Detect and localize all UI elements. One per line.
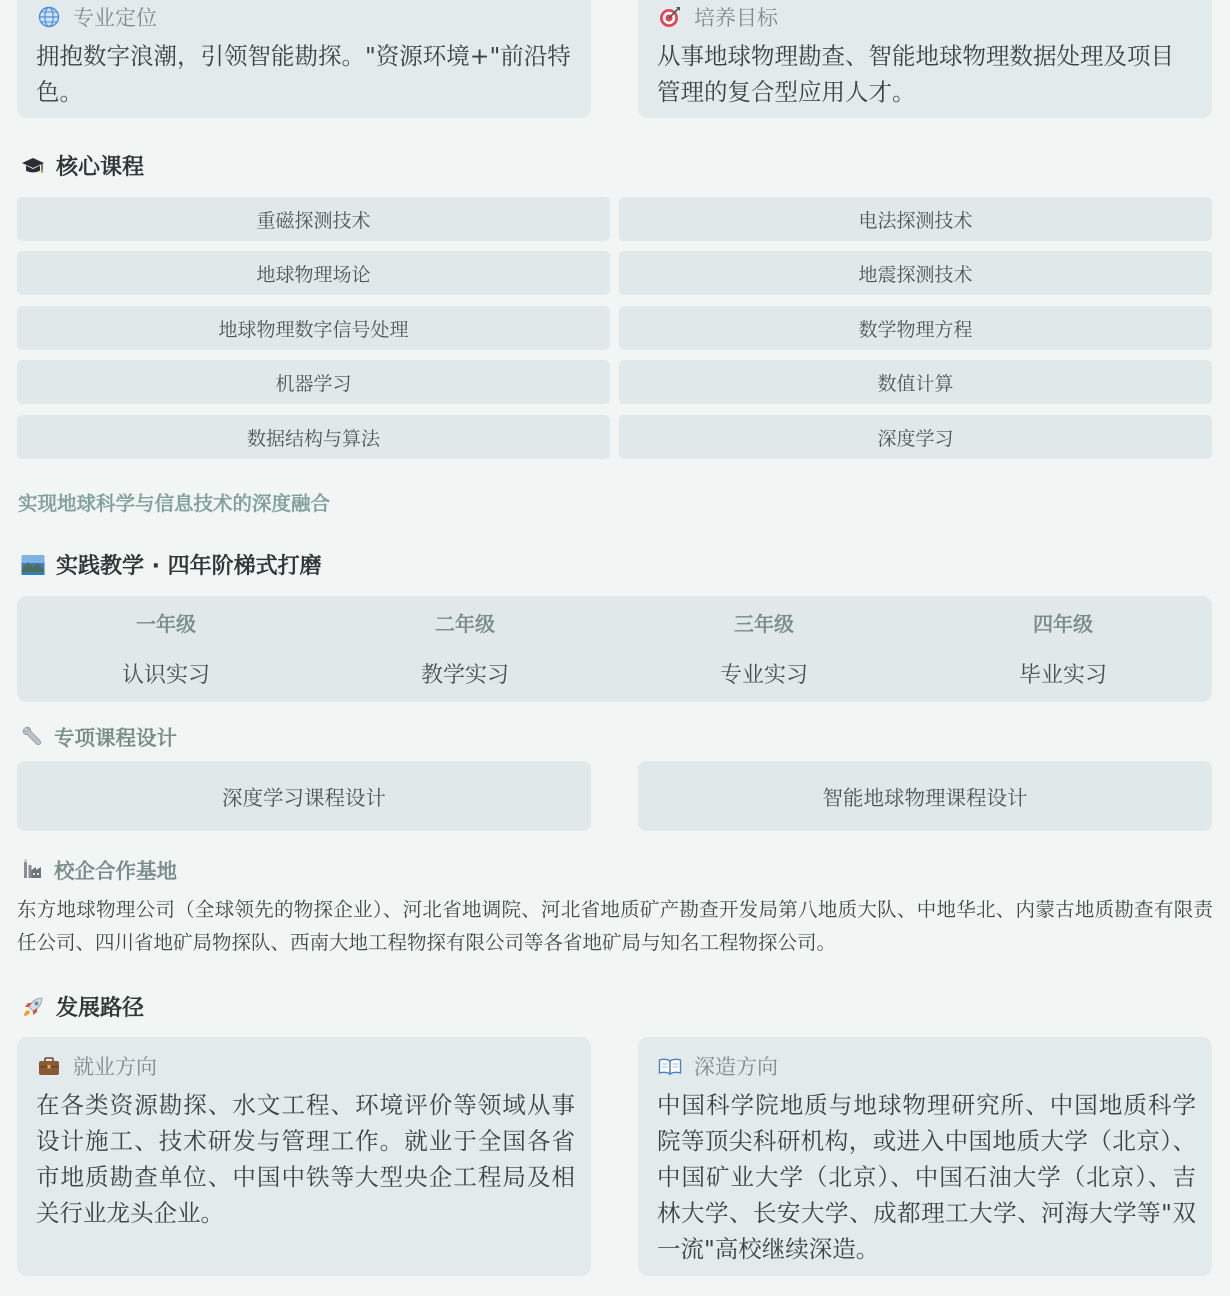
development-heading [20,991,144,1022]
course-item: 数学物理方程 [619,306,1212,350]
graduation-cap-icon [20,153,46,179]
cooperation-title: 校企合作基地 [54,859,177,883]
course-item: 地震探测技术 [619,251,1212,295]
development-title: 发展路径 [56,996,145,1021]
rocket-icon [20,994,46,1020]
core-courses-title: 核心课程 [56,155,145,180]
employment-title-label: 就业方向 [73,1055,157,1079]
course-item: 数值计算 [619,360,1212,404]
grade-item [615,596,913,702]
tagline: 实现地球科学与信息技术的深度融合 [18,492,331,515]
factory-icon [20,856,46,882]
grade-item [914,596,1212,702]
further-study-text: 中国科学院地质与地球物理研究所、中国地质科学院等顶尖科研机构，或进入中国地质大学（北京）、中国矿业大学（北京）、中国石油大学（北京）、吉林大学、长安大学、成都理工大学、河海大学等"双一流"高校继续深造。 [657,1091,1196,1263]
open-book-icon [658,1054,682,1078]
grade-label: 二年级 [435,612,495,636]
course-item: 地球物理场论 [17,251,610,295]
further-study-card [638,1037,1212,1276]
special-design-title: 专项课程设计 [54,726,177,750]
further-study-title [658,1051,778,1081]
course-item: 机器学习 [17,360,610,404]
grade-item [316,596,614,702]
grade-internship: 毕业实习 [1018,663,1107,688]
cooperation-partners-text: 东方地球物理公司（全球领先的物探企业）、河北省地调院、河北省地质矿产勘查开发局第八地质大队、中地华北、内蒙古地质勘查有限责任公司、四川省地矿局物探队、西南大地工程物探有限公司等各省地矿局与知名工程物探公司。 [17,898,1213,954]
cooperation-heading [20,854,177,884]
goal-title-label: 培养目标 [694,6,778,30]
goal-title [658,2,778,32]
intelligent-geophysics-design-item: 智能地球物理课程设计 [638,761,1212,831]
further-study-title-label: 深造方向 [694,1055,778,1079]
course-item: 地球物理数字信号处理 [17,306,610,350]
wrench-icon [20,723,46,749]
deep-learning-design-item: 深度学习课程设计 [17,761,591,831]
employment-title [37,1051,157,1081]
target-icon [658,5,682,29]
positioning-card [17,0,591,118]
goal-card [638,0,1212,118]
positioning-title [37,2,157,32]
goal-text: 从事地球物理勘查、智能地球物理数据处理及项目管理的复合型应用人才。 [657,42,1174,106]
landscape-icon [20,552,46,578]
practice-heading [20,549,322,580]
briefcase-icon [37,1054,61,1078]
grade-internship: 认识实习 [121,663,210,688]
course-item: 重磁探测技术 [17,197,610,241]
grade-label: 一年级 [136,612,196,636]
grade-internship: 教学实习 [420,663,509,688]
grade-item [17,596,315,702]
course-item: 电法探测技术 [619,197,1212,241]
globe-icon [37,5,61,29]
employment-card [17,1037,591,1276]
grades-panel [17,596,1212,702]
core-courses-heading [20,150,144,181]
practice-title: 实践教学 · 四年阶梯式打磨 [56,554,322,579]
positioning-title-label: 专业定位 [73,6,157,30]
course-item: 数据结构与算法 [17,415,610,459]
positioning-text: 拥抱数字浪潮，引领智能勘探。"资源环境+"前沿特色。 [36,42,571,106]
course-item: 深度学习 [619,415,1212,459]
grade-label: 三年级 [734,612,794,636]
special-design-heading [20,721,177,751]
grade-internship: 专业实习 [719,663,808,688]
employment-text: 在各类资源勘探、水文工程、环境评价等领域从事设计施工、技术研发与管理工作。就业于全国各省市地质勘查单位、中国中铁等大型央企工程局及相关行业龙头企业。 [36,1091,575,1227]
grade-label: 四年级 [1033,612,1093,636]
